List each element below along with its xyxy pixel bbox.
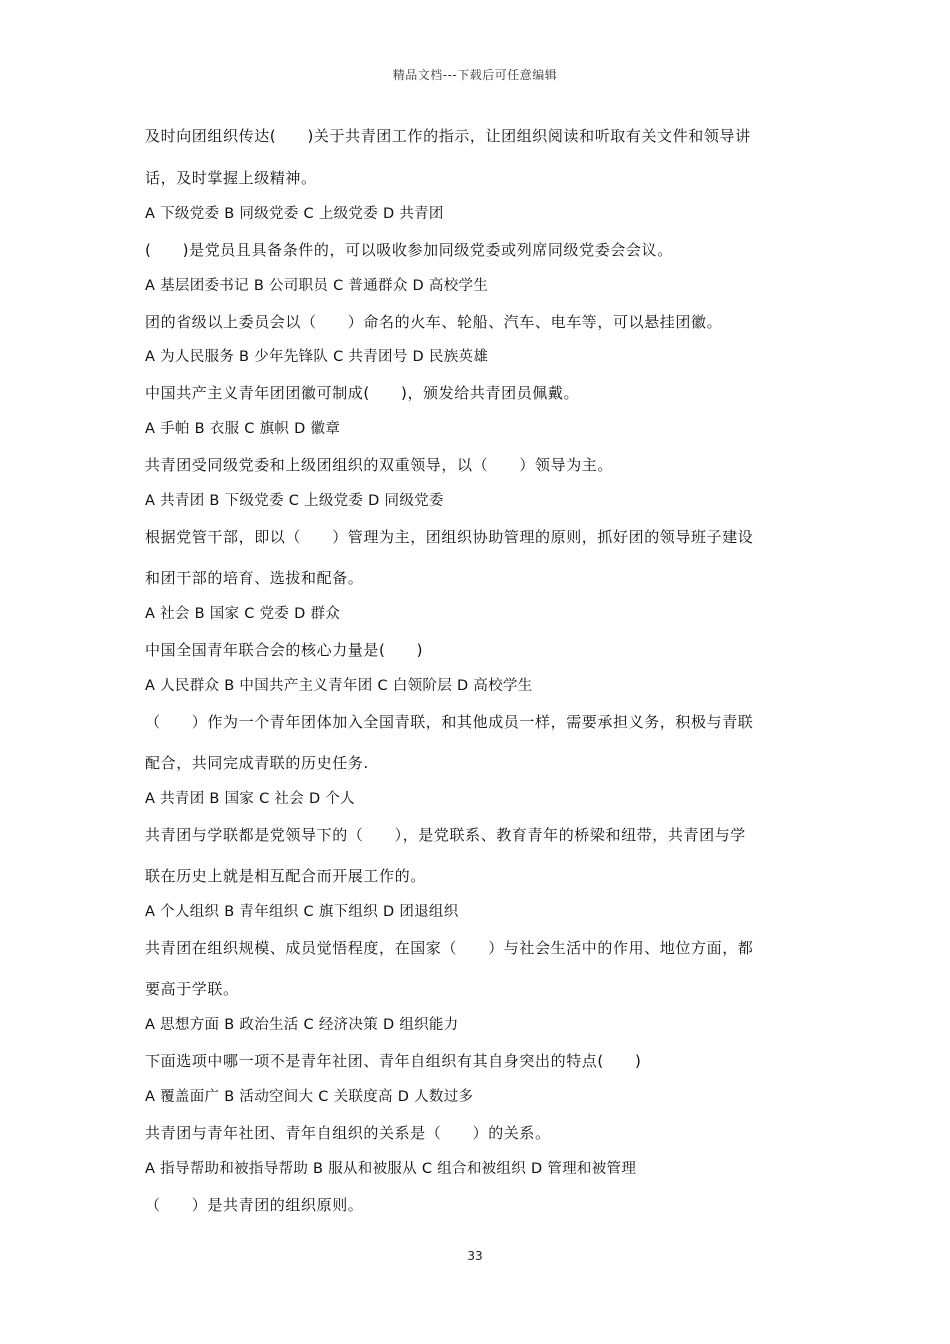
options-line: A 为人民服务 B 少年先锋队 C 共青团号 D 民族英雄 (145, 349, 489, 365)
options-line: A 共青团 B 国家 C 社会 D 个人 (145, 791, 355, 807)
text-line: 根据党管干部，即以（ ）管理为主，团组织协助管理的原则，抓好团的领导班子建设 (145, 528, 754, 546)
text-line: 话，及时掌握上级精神。 (145, 169, 317, 187)
text-line: （ ）是共青团的组织原则。 (145, 1196, 364, 1214)
text-line: 联在历史上就是相互配合而开展工作的。 (145, 867, 426, 885)
options-line: A 下级党委 B 同级党委 C 上级党委 D 共青团 (145, 206, 444, 222)
text-line: 及时向团组织传达( )关于共青团工作的指示，让团组织阅读和听取有关文件和领导讲 (145, 127, 751, 145)
options-line: A 手帕 B 衣服 C 旗帜 D 徽章 (145, 421, 341, 437)
text-line: 共青团在组织规模、成员觉悟程度，在国家（ ）与社会生活中的作用、地位方面，都 (145, 939, 754, 957)
options-line: A 基层团委书记 B 公司职员 C 普通群众 D 高校学生 (145, 278, 489, 294)
text-line: 中国全国青年联合会的核心力量是( ) (145, 641, 424, 659)
text-line: 共青团与青年社团、青年自组织的关系是（ ）的关系。 (145, 1124, 551, 1142)
options-line: A 指导帮助和被指导帮助 B 服从和被服从 C 组合和被组织 D 管理和被管理 (145, 1161, 637, 1177)
text-line: ( )是党员且具备条件的，可以吸收参加同级党委或列席同级党委会会议。 (145, 241, 673, 259)
options-line: A 社会 B 国家 C 党委 D 群众 (145, 606, 341, 622)
text-line: 和团干部的培育、选拔和配备。 (145, 569, 364, 587)
options-line: A 个人组织 B 青年组织 C 旗下组织 D 团退组织 (145, 904, 459, 920)
text-line: 共青团与学联都是党领导下的（ ），是党联系、教育青年的桥梁和纽带，共青团与学 (145, 826, 746, 844)
text-line: 中国共产主义青年团团徽可制成( )，颁发给共青团员佩戴。 (145, 384, 580, 402)
page-number: 33 (467, 1249, 483, 1263)
options-line: A 覆盖面广 B 活动空间大 C 关联度高 D 人数过多 (145, 1089, 474, 1105)
text-line: 要高于学联。 (145, 980, 239, 998)
page-header: 精品文档---下载后可任意编辑 (392, 68, 558, 82)
text-line: 共青团受同级党委和上级团组织的双重领导，以（ ）领导为主。 (145, 456, 614, 474)
text-line: （ ）作为一个青年团体加入全国青联，和其他成员一样，需要承担义务，积极与青联 (145, 713, 754, 731)
options-line: A 共青团 B 下级党委 C 上级党委 D 同级党委 (145, 493, 444, 509)
text-line: 配合，共同完成青联的历史任务. (145, 754, 369, 772)
options-line: A 思想方面 B 政治生活 C 经济决策 D 组织能力 (145, 1017, 459, 1033)
text-line: 下面选项中哪一项不是青年社团、青年自组织有其自身突出的特点( ) (145, 1052, 642, 1070)
text-line: 团的省级以上委员会以（ ）命名的火车、轮船、汽车、电车等，可以悬挂团徽。 (145, 313, 723, 331)
options-line: A 人民群众 B 中国共产主义青年团 C 白领阶层 D 高校学生 (145, 678, 533, 694)
